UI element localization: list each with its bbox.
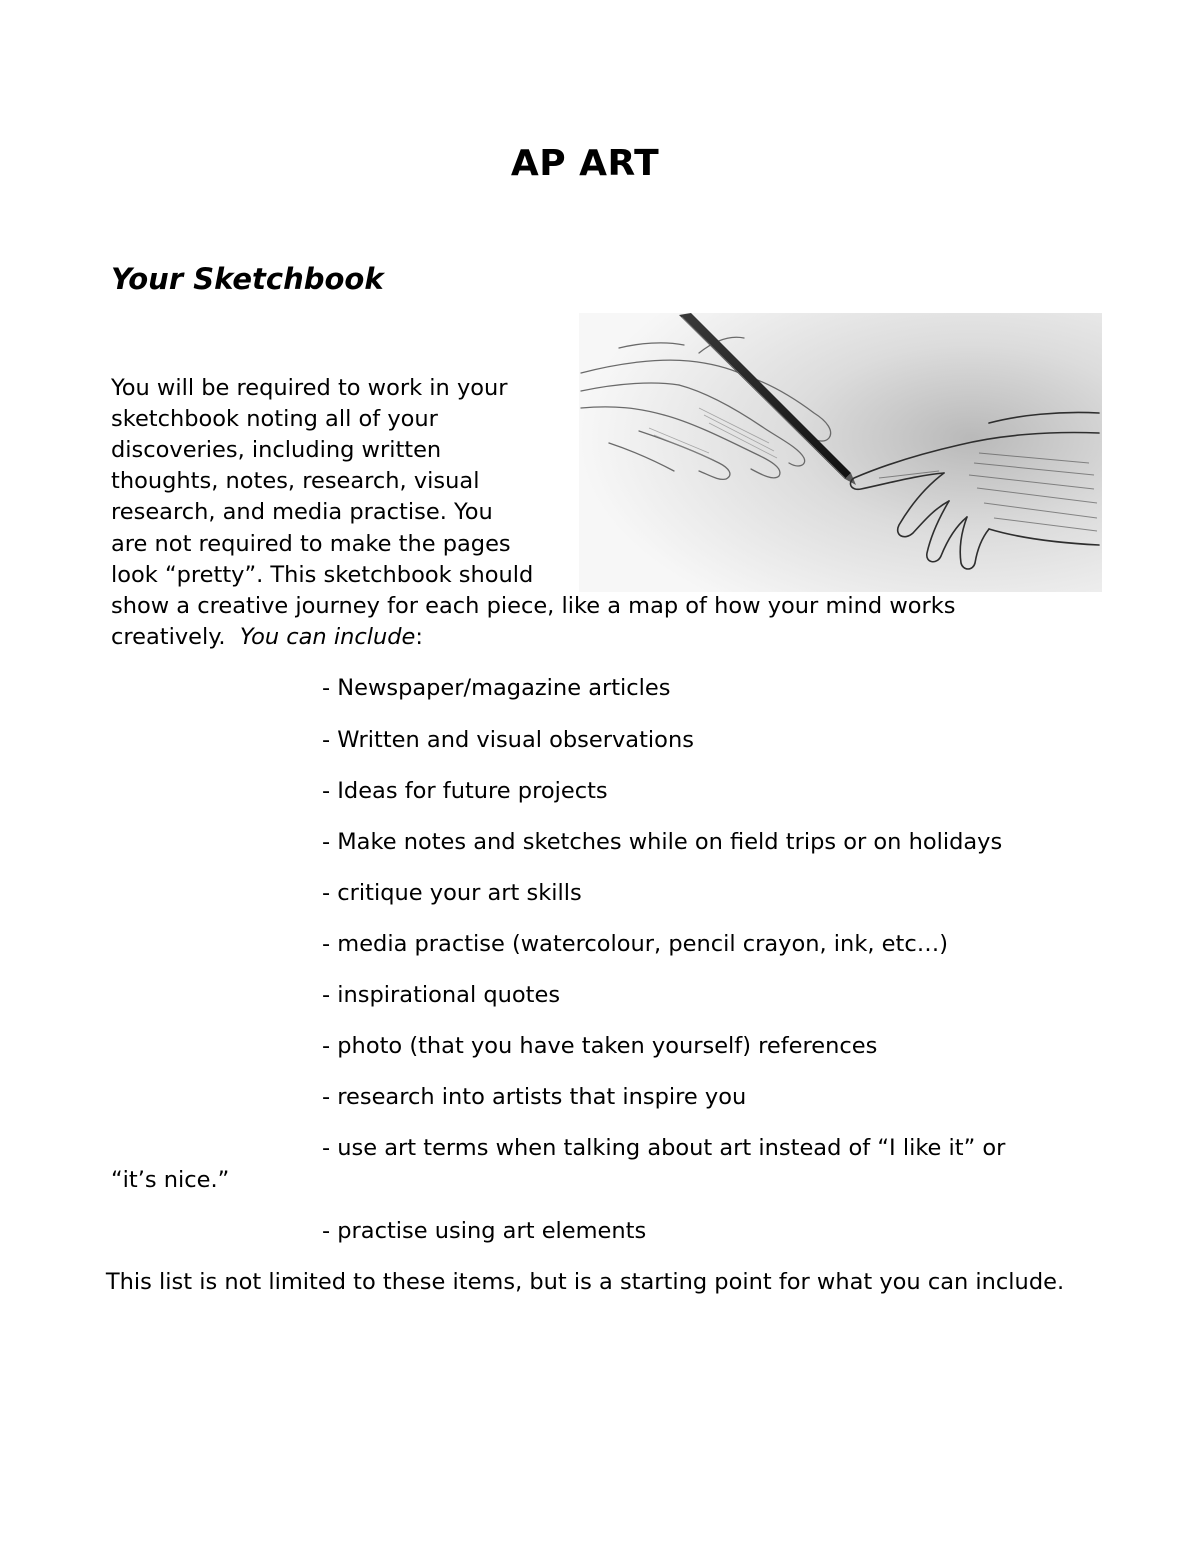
list-item: - inspirational quotes bbox=[322, 982, 561, 1008]
drawing-hands-sketch-icon bbox=[579, 313, 1102, 592]
list-item: - photo (that you have taken yourself) references bbox=[322, 1033, 878, 1059]
drawing-hands-illustration bbox=[579, 313, 1102, 592]
list-item: - Newspaper/magazine articles bbox=[322, 675, 671, 701]
list-item: - practise using art elements bbox=[322, 1218, 647, 1244]
you-can-include-label: You can include bbox=[239, 624, 416, 650]
intro-line: discoveries, including written bbox=[111, 437, 442, 463]
list-item: - Written and visual observations bbox=[322, 727, 694, 753]
intro-line: research, and media practise. You bbox=[111, 499, 493, 525]
page-title: AP ART bbox=[510, 143, 660, 184]
intro-line: look “pretty”. This sketchbook should bbox=[111, 562, 534, 588]
list-item: - research into artists that inspire you bbox=[322, 1084, 747, 1110]
intro-line: are not required to make the pages bbox=[111, 531, 511, 557]
intro-line: sketchbook noting all of your bbox=[111, 406, 438, 432]
list-item: - Make notes and sketches while on field trips or on holidays bbox=[322, 829, 1003, 855]
section-heading: Your Sketchbook bbox=[111, 262, 384, 296]
intro-line: thoughts, notes, research, visual bbox=[111, 468, 480, 494]
intro-last-plain: creatively. bbox=[111, 624, 240, 650]
intro-line: You will be required to work in your bbox=[111, 375, 508, 401]
list-item-continuation: “it’s nice.” bbox=[111, 1167, 230, 1193]
intro-colon: : bbox=[415, 624, 423, 650]
list-item: - Ideas for future projects bbox=[322, 778, 608, 804]
list-item: - critique your art skills bbox=[322, 880, 582, 906]
closing-paragraph: This list is not limited to these items, but is a starting point for what you can include. bbox=[105, 1269, 1065, 1295]
list-item: - media practise (watercolour, pencil crayon, ink, etc…) bbox=[322, 931, 948, 957]
list-item: - use art terms when talking about art instead of “I like it” or bbox=[322, 1135, 1006, 1161]
intro-last-line bbox=[111, 622, 423, 653]
intro-line: show a creative journey for each piece, like a map of how your mind works bbox=[111, 593, 956, 619]
